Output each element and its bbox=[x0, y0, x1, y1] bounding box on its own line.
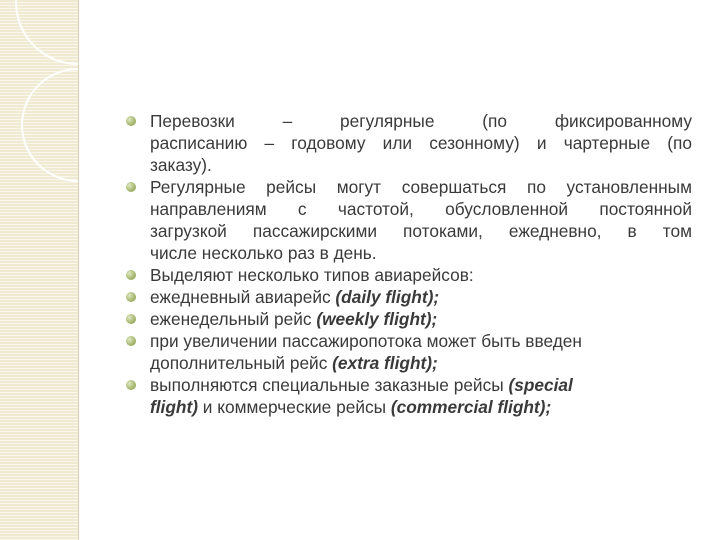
bullet-text: еженедельный рейс bbox=[150, 309, 317, 329]
term-english: (commercial flight); bbox=[390, 397, 552, 417]
bullet-list bbox=[126, 110, 692, 418]
bullet-text: числе несколько раз в день. bbox=[150, 243, 377, 263]
bullet-text: загрузкой пассажирскими потоками, ежедневно, в том bbox=[150, 221, 692, 241]
bullet-text: заказу). bbox=[150, 155, 212, 175]
bullet-text: расписанию – годовому или сезонному) и чартерные (по bbox=[150, 133, 692, 153]
side-band-divider bbox=[78, 0, 79, 540]
term-english: (special bbox=[508, 375, 573, 395]
term-english: (extra flight); bbox=[332, 353, 438, 373]
list-item bbox=[126, 374, 692, 418]
list-item bbox=[126, 176, 692, 264]
bullet-text: при увеличении пассажиропотока может быть введен bbox=[150, 331, 582, 351]
bullet-text: направлениям с частотой, обусловленной постоянной bbox=[150, 199, 692, 219]
term-english: flight) bbox=[150, 397, 198, 417]
list-item bbox=[126, 110, 692, 176]
bullet-text: и коммерческие рейсы bbox=[197, 397, 391, 417]
bullet-text: Выделяют несколько типов авиарейсов: bbox=[150, 265, 474, 285]
slide-content bbox=[126, 110, 692, 418]
bullet-icon bbox=[126, 380, 136, 390]
bullet-icon bbox=[126, 116, 136, 126]
bullet-text: выполняются специальные заказные рейсы bbox=[150, 375, 509, 395]
bullet-icon bbox=[126, 336, 136, 346]
list-item bbox=[126, 264, 692, 286]
bullet-icon bbox=[126, 314, 136, 324]
decorative-circles bbox=[0, 0, 78, 540]
bullet-icon bbox=[126, 270, 136, 280]
bullet-text: ежедневный авиарейс bbox=[150, 287, 336, 307]
list-item bbox=[126, 330, 692, 374]
bullet-text: Регулярные рейсы могут совершаться по установленным bbox=[150, 177, 692, 197]
bullet-text: дополнительный рейс bbox=[150, 353, 333, 373]
term-english: (weekly flight); bbox=[316, 309, 438, 329]
bullet-icon bbox=[126, 292, 136, 302]
list-item bbox=[126, 286, 692, 308]
bullet-icon bbox=[126, 182, 136, 192]
bullet-text: Перевозки – регулярные (по фиксированному bbox=[150, 111, 692, 131]
decorative-side-band bbox=[0, 0, 78, 540]
list-item bbox=[126, 308, 692, 330]
term-english: (daily flight); bbox=[335, 287, 440, 307]
